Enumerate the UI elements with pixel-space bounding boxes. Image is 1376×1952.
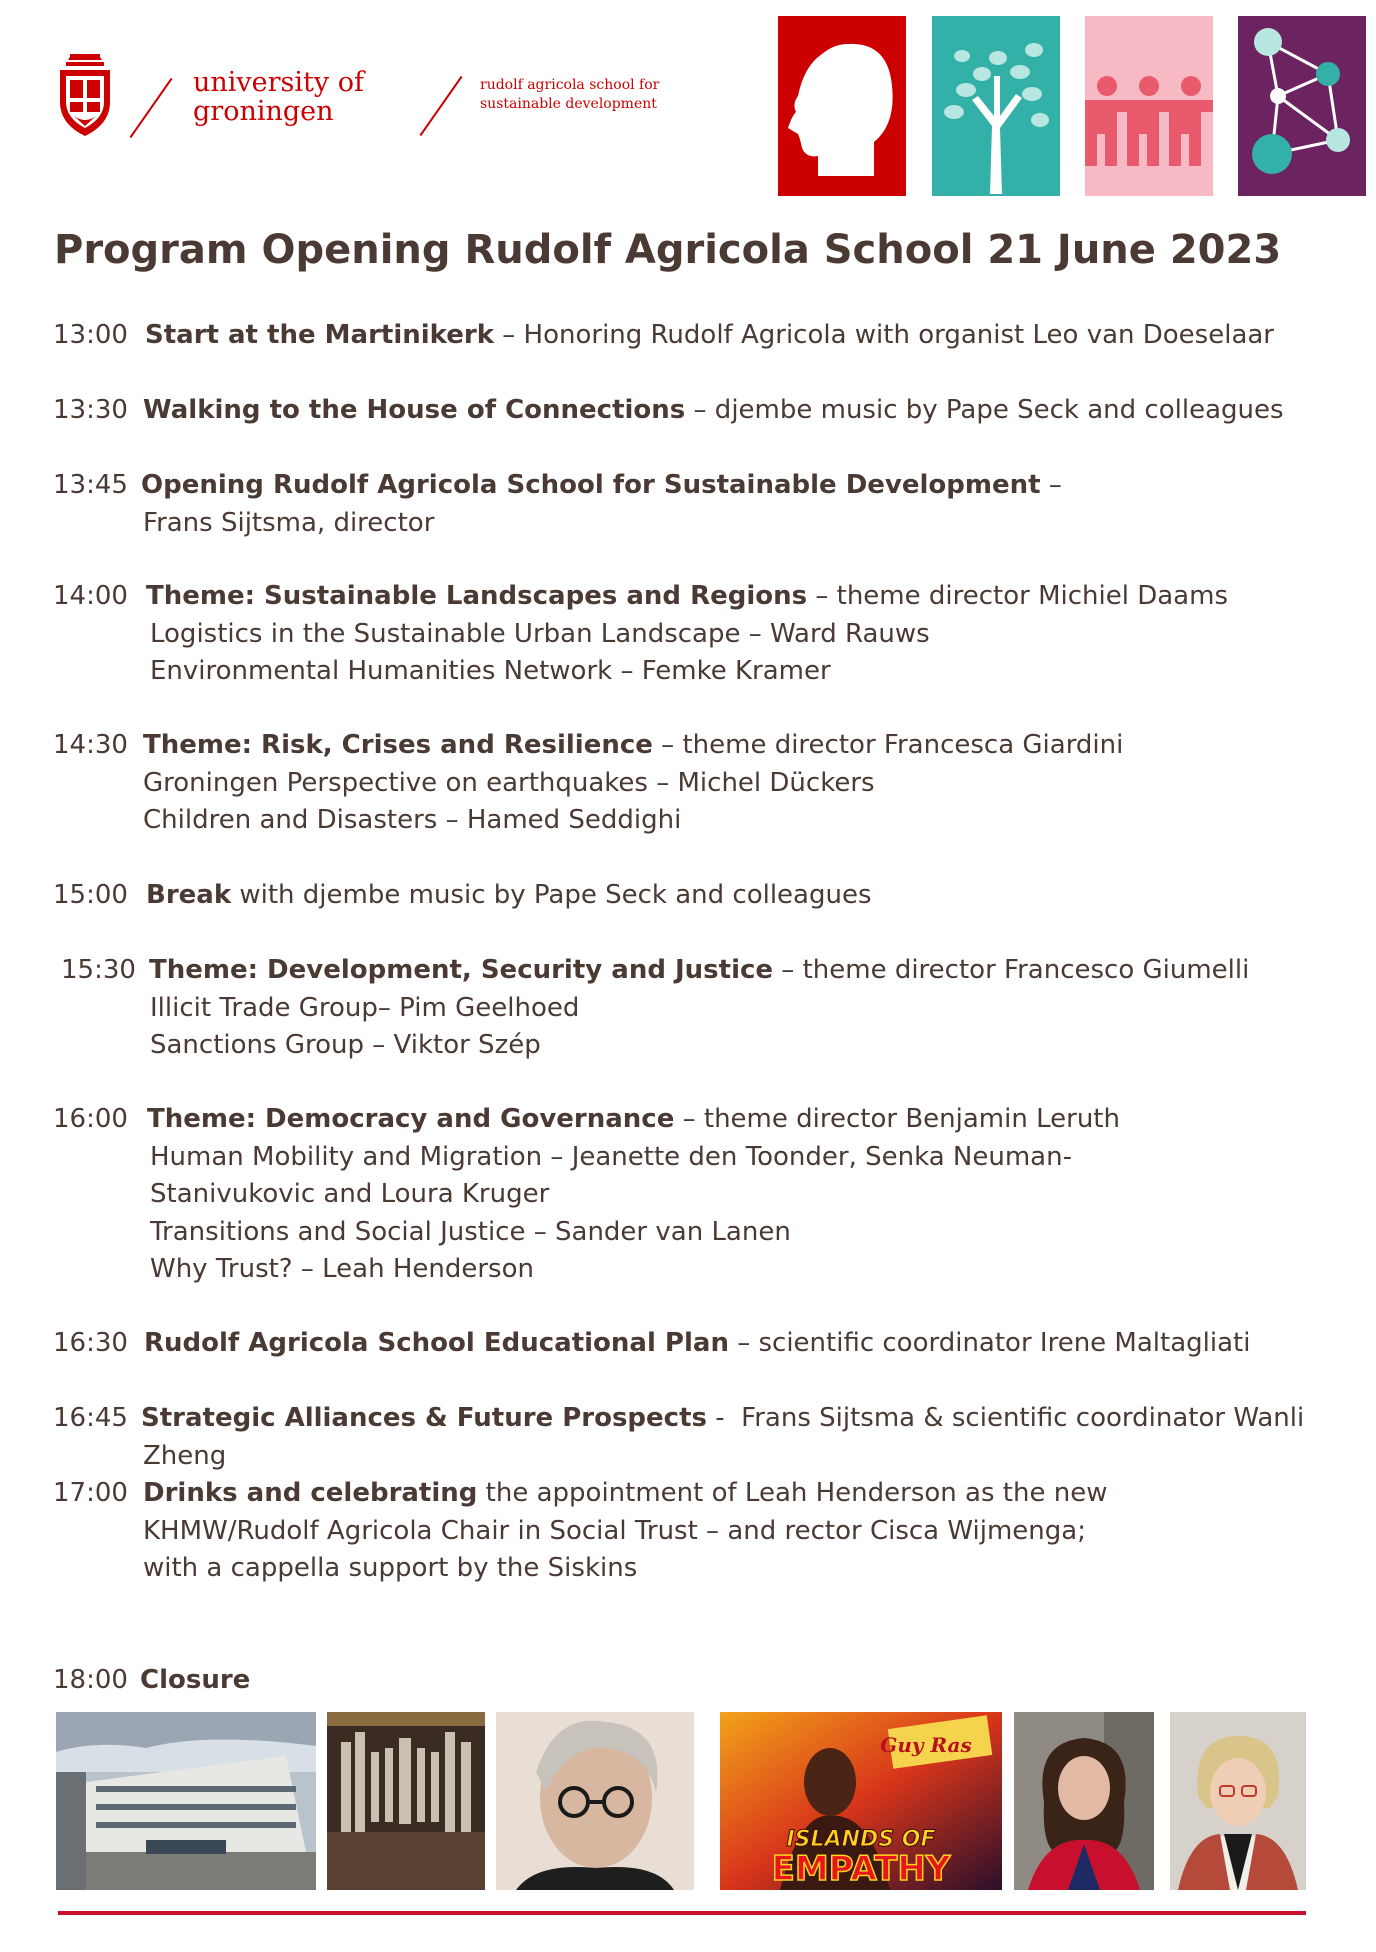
school-name-line2: sustainable development [480, 96, 657, 112]
program-description: the appointment of Leah Henderson as the new [477, 1478, 1108, 1508]
program-headline [146, 578, 1228, 616]
program-description: – theme director Francesco Giumelli [773, 955, 1250, 985]
program-detail-line [150, 990, 579, 1028]
program-description: – scientific coordinator Irene Maltagliati [728, 1328, 1251, 1358]
program-description: Zheng [143, 1440, 227, 1471]
program-description: – theme director Francesca Giardini [652, 730, 1124, 760]
university-name-line2: groningen [193, 96, 334, 127]
program-headline [147, 1101, 1120, 1139]
program-description: with a cappella support by the Siskins [143, 1553, 638, 1583]
footer-rule [58, 1911, 1306, 1915]
program-description: with djembe music by Pape Seck and colleagues [231, 880, 872, 910]
speaker-portrait-photo [1014, 1712, 1154, 1890]
school-name [480, 76, 659, 114]
program-time: 15:00 [53, 880, 128, 910]
tree-icon [932, 16, 1060, 196]
program-time: 14:00 [53, 581, 128, 611]
logo-divider [130, 78, 173, 138]
page-title: Program Opening Rudolf Agricola School 21 June 2023 [54, 227, 1282, 273]
program-headline [141, 1400, 1304, 1438]
program-title: Start at the Martinikerk [145, 320, 494, 350]
program-headline [149, 952, 1249, 990]
program-time: 16:00 [53, 1104, 128, 1134]
program-headline [146, 877, 872, 915]
program-detail-line [143, 505, 434, 543]
program-description: Frans Sijtsma, director [143, 507, 435, 538]
program-description: – Honoring Rudolf Agricola with organist Leo van Doeselaar [494, 320, 1274, 350]
program-detail-line [150, 1139, 1072, 1177]
program-title: Theme: Development, Security and Justice [149, 955, 774, 985]
logo-divider [420, 76, 463, 136]
program-time: 15:30 [61, 955, 136, 985]
program-description: – [1040, 470, 1062, 500]
program-detail-line [143, 1438, 226, 1476]
program-time: 13:00 [53, 320, 128, 350]
university-name [193, 68, 364, 126]
program-description: Why Trust? – Leah Henderson [150, 1254, 534, 1284]
program-description: - Frans Sijtsma & scientific coordinator Wanli [706, 1403, 1305, 1433]
program-headline [143, 727, 1123, 765]
people-chain-icon [1085, 16, 1213, 196]
program-detail-line [150, 616, 930, 654]
program-description: KHMW/Rudolf Agricola Chair in Social Trust – and rector Cisca Wijmenga; [143, 1515, 1086, 1546]
program-title: Walking to the House of Connections [143, 395, 686, 425]
program-time: 16:30 [53, 1328, 128, 1358]
program-title: Theme: Risk, Crises and Resilience [143, 730, 653, 760]
photo-strip [0, 1712, 1376, 1902]
program-description: – theme director Benjamin Leruth [674, 1104, 1120, 1134]
program-description: – theme director Michiel Daams [807, 581, 1228, 611]
program-description: Children and Disasters – Hamed Seddighi [143, 805, 682, 835]
program-title: Strategic Alliances & Future Prospects [141, 1403, 707, 1433]
program-title: Theme: Democracy and Governance [147, 1104, 675, 1134]
program-time: 13:45 [53, 470, 128, 500]
islands-of-empathy-poster [720, 1712, 1002, 1890]
program-description: – djembe music by Pape Seck and colleagues [685, 395, 1284, 425]
poster-title-line2: EMPATHY [771, 1849, 951, 1889]
program-detail-line [143, 1513, 1086, 1551]
program-headline [141, 467, 1062, 505]
program-detail-line [143, 765, 875, 803]
program-description: Groningen Perspective on earthquakes – Michel Dückers [143, 767, 875, 798]
program-detail-line [143, 802, 681, 840]
program-time: 18:00 [53, 1665, 128, 1695]
program-headline [144, 1325, 1250, 1363]
program-time: 13:30 [53, 395, 128, 425]
program-detail-line [143, 1550, 637, 1588]
university-crest-icon [56, 52, 114, 138]
program-title: Rudolf Agricola School Educational Plan [144, 1328, 729, 1358]
organ-photo [327, 1712, 485, 1890]
program-description: Human Mobility and Migration – Jeanette den Toonder, Senka Neuman- [150, 1141, 1072, 1172]
organist-portrait-photo [496, 1712, 694, 1890]
program-description: Illicit Trade Group– Pim Geelhoed [150, 992, 580, 1023]
program-time: 17:00 [53, 1478, 128, 1508]
school-name-line1: rudolf agricola school for [480, 77, 660, 93]
program-headline [143, 392, 1284, 430]
head-profile-icon [778, 16, 906, 196]
program-headline [143, 1475, 1107, 1513]
house-of-connections-photo [56, 1712, 316, 1890]
program-description: Logistics in the Sustainable Urban Landscape – Ward Rauws [150, 618, 930, 649]
program-time: 14:30 [53, 730, 128, 760]
poster-logo: Guy Ras [880, 1733, 972, 1757]
network-nodes-icon [1238, 16, 1366, 196]
program-detail-line [150, 1176, 549, 1214]
program-description: Sanctions Group – Viktor Szép [150, 1030, 541, 1060]
program-detail-line [150, 653, 831, 691]
rector-portrait-photo [1170, 1712, 1306, 1890]
program-detail-line [150, 1214, 791, 1252]
program-time: 16:45 [53, 1403, 128, 1433]
program-detail-line [150, 1251, 534, 1289]
program-title: Closure [140, 1665, 251, 1695]
university-name-line1: university of [193, 67, 364, 98]
program-headline [145, 317, 1274, 355]
program-headline [140, 1662, 250, 1700]
program-title: Theme: Sustainable Landscapes and Regions [146, 581, 808, 611]
program-title: Drinks and celebrating [143, 1478, 478, 1508]
program-description: Transitions and Social Justice – Sander van Lanen [150, 1216, 791, 1247]
poster-title-line1: ISLANDS OF [786, 1827, 936, 1852]
program-description: Environmental Humanities Network – Femke Kramer [150, 656, 831, 686]
program-detail-line [150, 1027, 541, 1065]
program-title: Break [146, 880, 232, 910]
program-description: Stanivukovic and Loura Kruger [150, 1179, 550, 1209]
program-title: Opening Rudolf Agricola School for Sustainable Development [141, 470, 1041, 500]
page-header [0, 0, 1376, 210]
